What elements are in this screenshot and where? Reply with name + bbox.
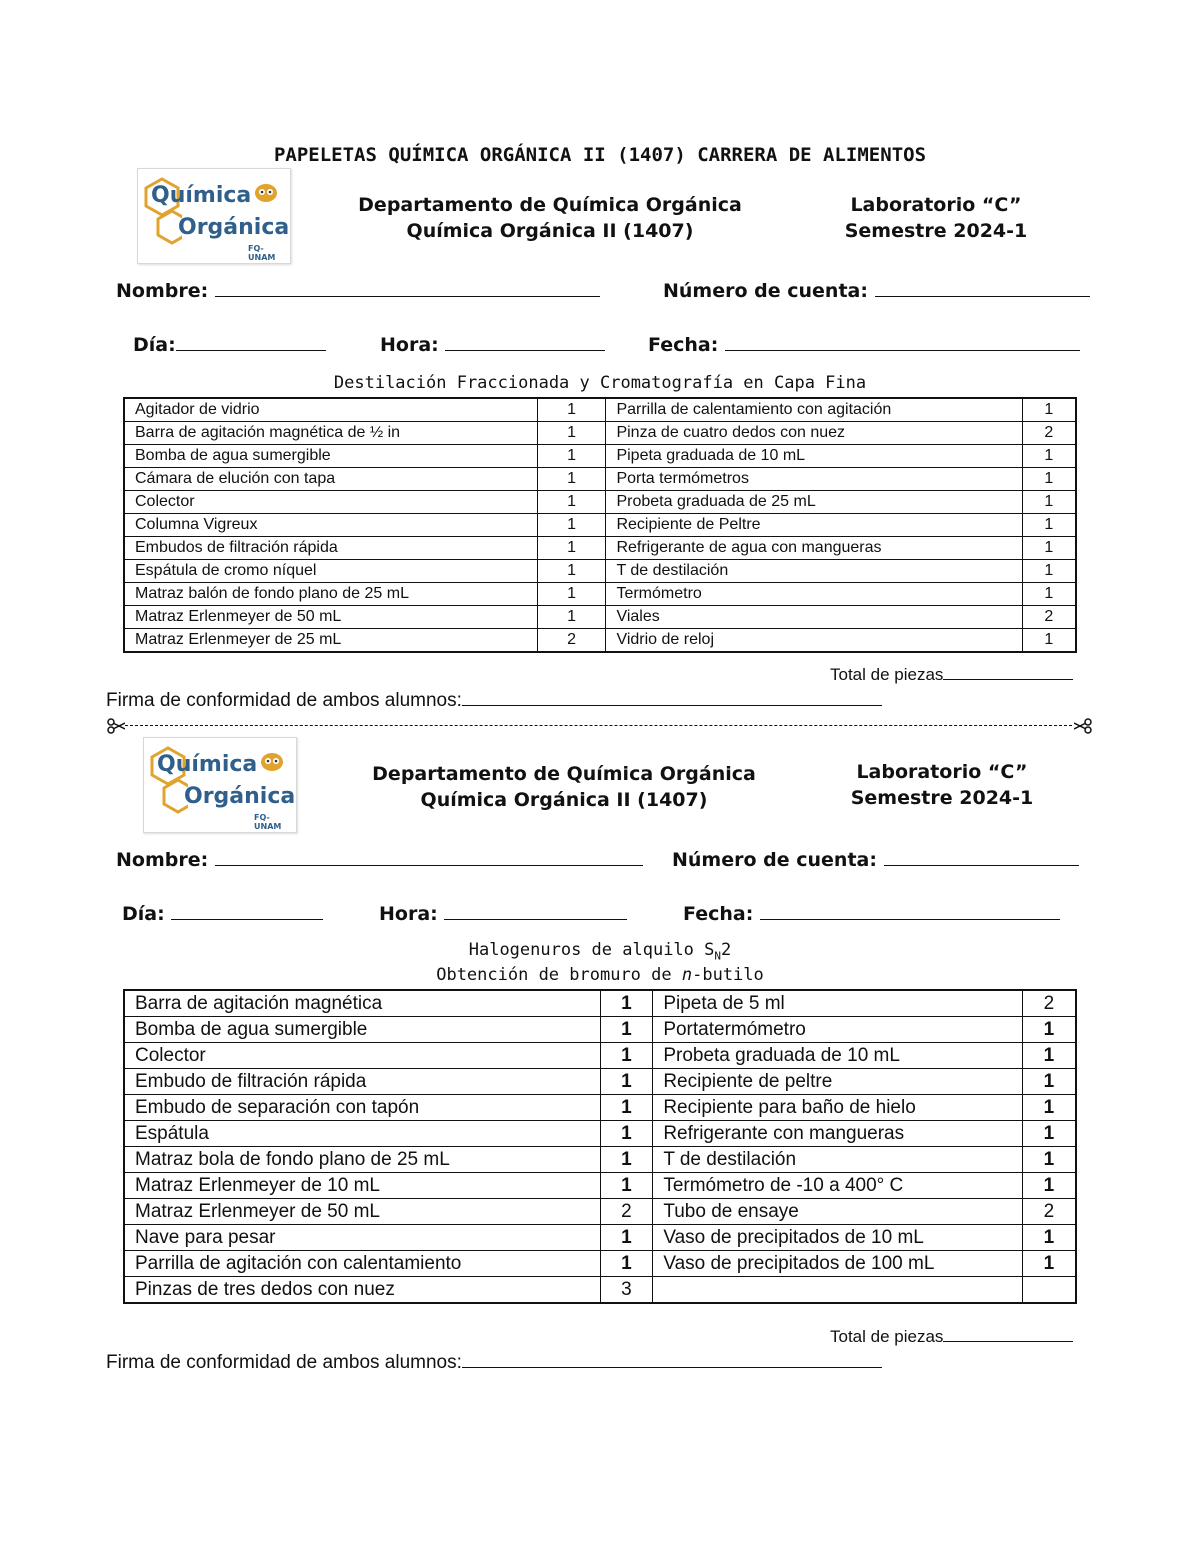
- total-line[interactable]: [943, 1327, 1073, 1342]
- item-name: Matraz Erlenmeyer de 10 mL: [124, 1173, 600, 1199]
- account-field[interactable]: [663, 280, 1090, 302]
- item-quantity: 1: [600, 1043, 653, 1069]
- logo-line2: Orgánica: [184, 784, 296, 809]
- name-field[interactable]: [116, 280, 600, 302]
- item-name: Embudos de filtración rápida: [124, 537, 537, 560]
- item-quantity: 1: [1022, 491, 1076, 514]
- signature-line[interactable]: [462, 1353, 882, 1368]
- item-quantity: 2: [600, 1199, 653, 1225]
- slip2-subtitle-text: Obtención de bromuro de: [436, 965, 682, 985]
- date-field[interactable]: [683, 903, 1060, 925]
- signature-label: Firma de conformidad de ambos alumnos:: [106, 1352, 462, 1373]
- owl-icon: [260, 750, 284, 772]
- slip2-title-text: Halogenuros de alquilo S: [468, 940, 715, 960]
- hour-line[interactable]: [445, 336, 605, 351]
- item-name: Nave para pesar: [124, 1225, 600, 1251]
- scissors-icon: [107, 718, 125, 734]
- item-quantity: 1: [537, 537, 606, 560]
- item-name: Embudo de separación con tapón: [124, 1095, 600, 1121]
- day-line[interactable]: [176, 336, 326, 351]
- table-row: [124, 398, 1076, 422]
- page-title: PAPELETAS QUÍMICA ORGÁNICA II (1407) CARRERA DE ALIMENTOS: [273, 144, 927, 166]
- hour-label: Hora:: [379, 903, 438, 925]
- item-quantity: 1: [600, 1095, 653, 1121]
- name-field[interactable]: [116, 849, 643, 871]
- item-name: T de destilación: [653, 1147, 1022, 1173]
- item-quantity: 1: [600, 1251, 653, 1277]
- hour-field[interactable]: [380, 334, 605, 356]
- day-label: Día:: [133, 334, 176, 356]
- item-quantity: 1: [1022, 1225, 1076, 1251]
- account-line[interactable]: [875, 282, 1090, 297]
- item-quantity: 2: [1022, 1199, 1076, 1225]
- item-name: [653, 1277, 1022, 1304]
- item-name: Espátula: [124, 1121, 600, 1147]
- logo-line2: Orgánica: [178, 215, 290, 240]
- name-line[interactable]: [215, 282, 600, 297]
- item-name: Barra de agitación magnética: [124, 990, 600, 1017]
- item-name: Embudo de filtración rápida: [124, 1069, 600, 1095]
- item-name: Bomba de agua sumergible: [124, 445, 537, 468]
- account-label: Número de cuenta:: [663, 280, 868, 302]
- table-row: [124, 445, 1076, 468]
- day-label: Día:: [122, 903, 165, 925]
- logo: [137, 168, 291, 264]
- logo-line1: Química: [157, 752, 258, 777]
- item-quantity: 1: [1022, 537, 1076, 560]
- item-quantity: 2: [1022, 606, 1076, 629]
- date-field[interactable]: [648, 334, 1080, 356]
- item-quantity: 1: [1022, 1069, 1076, 1095]
- item-quantity: 2: [537, 629, 606, 653]
- date-line[interactable]: [760, 905, 1060, 920]
- logo-line1: Química: [151, 183, 252, 208]
- slip1-signature[interactable]: [106, 690, 882, 712]
- item-name: Tubo de ensaye: [653, 1199, 1022, 1225]
- item-name: Matraz balón de fondo plano de 25 mL: [124, 583, 537, 606]
- item-name: Matraz bola de fondo plano de 25 mL: [124, 1147, 600, 1173]
- table-row: [124, 1173, 1076, 1199]
- item-quantity: 1: [600, 1017, 653, 1043]
- table-row: [124, 629, 1076, 653]
- item-quantity: 1: [537, 583, 606, 606]
- account-label: Número de cuenta:: [672, 849, 877, 871]
- item-name: Matraz Erlenmeyer de 50 mL: [124, 1199, 600, 1225]
- table-row: [124, 1147, 1076, 1173]
- name-label: Nombre:: [116, 280, 209, 302]
- table-row: [124, 422, 1076, 445]
- item-name: Parrilla de agitación con calentamiento: [124, 1251, 600, 1277]
- item-name: Recipiente para baño de hielo: [653, 1095, 1022, 1121]
- account-field[interactable]: [672, 849, 1079, 871]
- slip2-signature[interactable]: [106, 1352, 882, 1374]
- item-name: Pipeta graduada de 10 mL: [606, 445, 1022, 468]
- item-name: Columna Vigreux: [124, 514, 537, 537]
- date-line[interactable]: [725, 336, 1080, 351]
- item-quantity: 1: [600, 1147, 653, 1173]
- table-row: [124, 1251, 1076, 1277]
- item-name: Probeta graduada de 25 mL: [606, 491, 1022, 514]
- table-row: [124, 990, 1076, 1017]
- slip2-subtitle-end: -butilo: [692, 965, 764, 985]
- account-line[interactable]: [884, 851, 1079, 866]
- semester: Semestre 2024-1: [850, 787, 1034, 809]
- item-name: Termómetro de -10 a 400° C: [653, 1173, 1022, 1199]
- item-name: Vaso de precipitados de 10 mL: [653, 1225, 1022, 1251]
- total-line[interactable]: [943, 665, 1073, 680]
- day-field[interactable]: [122, 903, 323, 925]
- day-field[interactable]: [133, 334, 326, 356]
- item-quantity: 2: [1022, 422, 1076, 445]
- item-name: Agitador de vidrio: [124, 398, 537, 422]
- item-name: T de destilación: [606, 560, 1022, 583]
- item-name: Vaso de precipitados de 100 mL: [653, 1251, 1022, 1277]
- table-row: [124, 537, 1076, 560]
- lab-block: [832, 759, 1052, 811]
- table-row: [124, 514, 1076, 537]
- item-quantity: 1: [537, 514, 606, 537]
- item-name: Portatermómetro: [653, 1017, 1022, 1043]
- item-quantity: 1: [600, 1069, 653, 1095]
- course-name: Química Orgánica II (1407): [420, 789, 708, 811]
- slip2-title: [0, 940, 1200, 962]
- slip1-total[interactable]: [830, 665, 1073, 685]
- slip2-subtitle: [0, 965, 1200, 985]
- logo: [143, 737, 297, 833]
- table-row: [124, 1199, 1076, 1225]
- logo-subtitle: FQ-UNAM: [248, 244, 276, 262]
- table-row: [124, 1043, 1076, 1069]
- item-quantity: 2: [1022, 990, 1076, 1017]
- item-quantity: 1: [600, 1225, 653, 1251]
- item-name: Pipeta de 5 ml: [653, 990, 1022, 1017]
- logo-subtitle: FQ-UNAM: [254, 813, 282, 831]
- name-label: Nombre:: [116, 849, 209, 871]
- item-name: Pinzas de tres dedos con nuez: [124, 1277, 600, 1304]
- table-row: [124, 1225, 1076, 1251]
- item-quantity: 1: [1022, 514, 1076, 537]
- item-quantity: 1: [537, 468, 606, 491]
- item-name: Matraz Erlenmeyer de 50 mL: [124, 606, 537, 629]
- day-line[interactable]: [171, 905, 323, 920]
- date-label: Fecha:: [683, 903, 754, 925]
- signature-label: Firma de conformidad de ambos alumnos:: [106, 690, 462, 711]
- date-label: Fecha:: [648, 334, 719, 356]
- table-row: [124, 1069, 1076, 1095]
- table-row: [124, 583, 1076, 606]
- department-name: Departamento de Química Orgánica: [372, 763, 756, 785]
- table-row: [124, 1095, 1076, 1121]
- item-name: Probeta graduada de 10 mL: [653, 1043, 1022, 1069]
- slip1-table: [123, 397, 1077, 653]
- item-quantity: 1: [1022, 560, 1076, 583]
- scissors-icon: [1074, 718, 1092, 734]
- item-name: Parrilla de calentamiento con agitación: [606, 398, 1022, 422]
- table-row: [124, 468, 1076, 491]
- table-row: [124, 491, 1076, 514]
- owl-icon: [254, 181, 278, 203]
- item-name: Recipiente de peltre: [653, 1069, 1022, 1095]
- item-quantity: 1: [1022, 1147, 1076, 1173]
- item-name: Refrigerante de agua con mangueras: [606, 537, 1022, 560]
- hour-label: Hora:: [380, 334, 439, 356]
- cut-line: [107, 716, 1092, 736]
- item-quantity: 1: [537, 491, 606, 514]
- department-block: [354, 761, 774, 813]
- item-quantity: 1: [1022, 1017, 1076, 1043]
- table-row: [124, 1277, 1076, 1304]
- item-name: Colector: [124, 491, 537, 514]
- item-name: Espátula de cromo níquel: [124, 560, 537, 583]
- item-name: Barra de agitación magnética de ½ in: [124, 422, 537, 445]
- item-name: Porta termómetros: [606, 468, 1022, 491]
- item-quantity: 1: [1022, 583, 1076, 606]
- hour-line[interactable]: [444, 905, 627, 920]
- lab-name: Laboratorio “C”: [856, 761, 1028, 783]
- item-quantity: 1: [1022, 1251, 1076, 1277]
- item-quantity: 1: [537, 606, 606, 629]
- signature-line[interactable]: [462, 691, 882, 706]
- total-label: Total de piezas: [830, 665, 944, 684]
- slip2-total[interactable]: [830, 1327, 1073, 1347]
- lab-name: Laboratorio “C”: [850, 194, 1022, 216]
- table-row: [124, 1017, 1076, 1043]
- item-name: Matraz Erlenmeyer de 25 mL: [124, 629, 537, 653]
- item-quantity: 3: [600, 1277, 653, 1304]
- table-row: [124, 1121, 1076, 1147]
- item-name: Pinza de cuatro dedos con nuez: [606, 422, 1022, 445]
- semester: Semestre 2024-1: [844, 220, 1028, 242]
- item-name: Cámara de elución con tapa: [124, 468, 537, 491]
- item-quantity: 1: [537, 398, 606, 422]
- item-quantity: 1: [1022, 1173, 1076, 1199]
- slip1-title: Destilación Fraccionada y Cromatografía en Capa Fina: [333, 373, 867, 393]
- name-line[interactable]: [215, 851, 643, 866]
- item-quantity: 1: [537, 422, 606, 445]
- slip2-title-subscript: N: [714, 949, 721, 963]
- hour-field[interactable]: [379, 903, 627, 925]
- item-name: Vidrio de reloj: [606, 629, 1022, 653]
- dashed-line: [125, 725, 1072, 726]
- item-quantity: 1: [1022, 1121, 1076, 1147]
- item-quantity: 1: [537, 445, 606, 468]
- department-block: [340, 192, 760, 244]
- item-quantity: 1: [1022, 1095, 1076, 1121]
- item-quantity: 1: [1022, 1043, 1076, 1069]
- item-quantity: 1: [1022, 398, 1076, 422]
- item-quantity: [1022, 1277, 1076, 1304]
- item-name: Recipiente de Peltre: [606, 514, 1022, 537]
- item-quantity: 1: [1022, 468, 1076, 491]
- slip2-subtitle-italic: n: [681, 965, 693, 985]
- item-quantity: 1: [600, 1121, 653, 1147]
- item-quantity: 1: [600, 1173, 653, 1199]
- slip2-table: [123, 989, 1077, 1304]
- table-row: [124, 606, 1076, 629]
- item-quantity: 1: [1022, 629, 1076, 653]
- course-name: Química Orgánica II (1407): [406, 220, 694, 242]
- item-name: Refrigerante con mangueras: [653, 1121, 1022, 1147]
- item-quantity: 1: [600, 990, 653, 1017]
- item-quantity: 1: [1022, 445, 1076, 468]
- total-label: Total de piezas: [830, 1327, 944, 1346]
- item-name: Colector: [124, 1043, 600, 1069]
- item-quantity: 1: [537, 560, 606, 583]
- item-name: Termómetro: [606, 583, 1022, 606]
- item-name: Bomba de agua sumergible: [124, 1017, 600, 1043]
- slip2-title-number: 2: [721, 940, 732, 960]
- item-name: Viales: [606, 606, 1022, 629]
- lab-block: [826, 192, 1046, 244]
- table-row: [124, 560, 1076, 583]
- department-name: Departamento de Química Orgánica: [358, 194, 742, 216]
